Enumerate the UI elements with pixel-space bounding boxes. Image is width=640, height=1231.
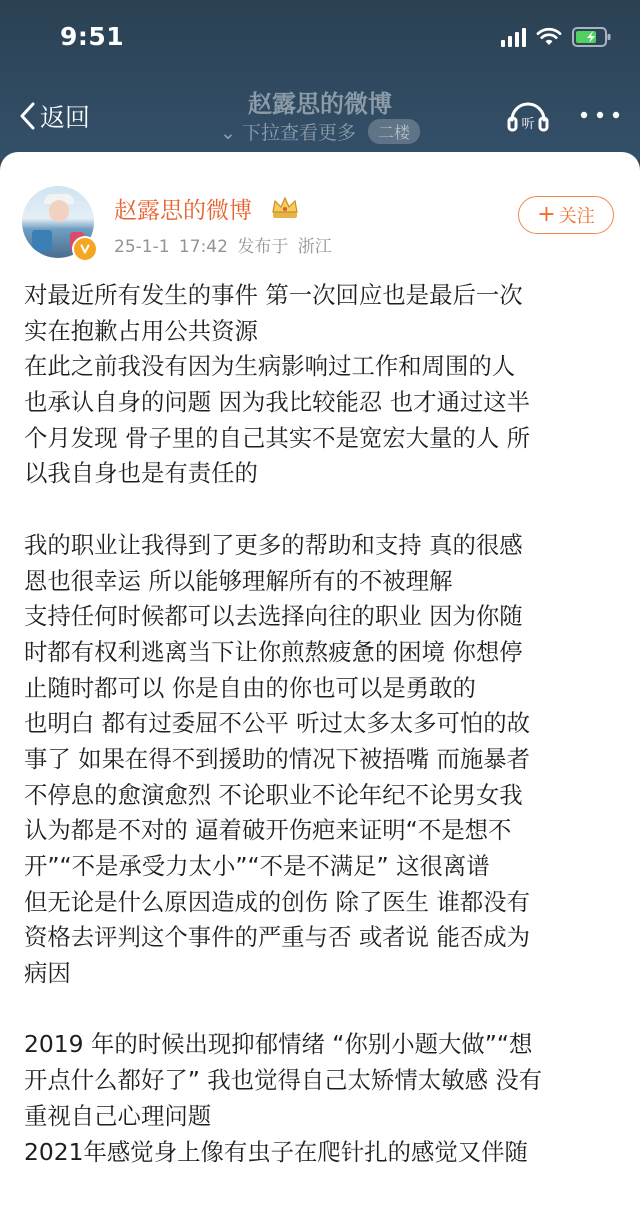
post-text-line: 认为都是不对的 逼着破开伤疤来证明“不是想不 <box>24 816 512 845</box>
status-icons <box>501 27 612 47</box>
post-text-line: 但无论是什么原因造成的创伤 除了医生 谁都没有 <box>24 887 531 916</box>
post-text-line: 事了 如果在得不到援助的情况下被捂嘴 而施暴者 <box>24 744 531 773</box>
page-title: 赵露思的微博 <box>248 90 392 118</box>
more-icon <box>578 104 622 126</box>
listen-button[interactable] <box>506 96 550 136</box>
post-text-line: 开”“不是承受力太小”“不是不满足” 这很离谱 <box>24 852 490 880</box>
post-text-line: 支持任何时候都可以去选择向往的职业 因为你随 <box>24 602 523 631</box>
post-text-line: 不停息的愈演愈烈 不论职业不论年纪不论男女我 <box>24 780 523 809</box>
post-body <box>24 278 620 1170</box>
post-text-line: 2021年感觉身上像有虫子在爬针扎的感觉又伴随 <box>24 1137 528 1166</box>
post-text-line: 止随时都可以 你是自由的你也可以是勇敢的 <box>24 673 476 702</box>
signal-icon <box>501 27 526 47</box>
chevron-down-icon: ⌄ <box>219 122 236 144</box>
post-text-line: 在此之前我没有因为生病影响过工作和周围的人 <box>24 352 516 381</box>
post-text-line: 资格去评判这个事件的严重与否 或者说 能否成为 <box>24 923 531 952</box>
post-location: 发布于 浙江 <box>237 237 332 257</box>
crown-icon <box>270 196 300 224</box>
top-bar <box>0 0 640 160</box>
author-name[interactable]: 赵露思的微博 <box>114 198 252 224</box>
post-text-line: 开点什么都好了” 我也觉得自己太矫情太敏感 没有 <box>24 1066 543 1095</box>
status-time: 9:51 <box>60 22 125 51</box>
post-card <box>0 152 640 1231</box>
listen-icon <box>506 96 550 136</box>
listen-label: 听 <box>521 117 535 132</box>
plus-icon: + <box>537 202 556 227</box>
post-text-line: 也明白 都有过委屈不公平 听过太多太多可怕的故 <box>24 709 531 738</box>
follow-label: 关注 <box>558 206 595 227</box>
post-text-line <box>24 492 620 528</box>
back-label: 返回 <box>40 103 91 132</box>
floor-badge: 二楼 <box>368 119 420 144</box>
post-text-line: 我的职业让我得到了更多的帮助和支持 真的很感 <box>24 530 523 559</box>
post-text-line: 实在抱歉占用公共资源 <box>24 316 258 345</box>
post-meta <box>114 232 332 257</box>
post-text-line: 病因 <box>24 959 71 988</box>
post-text-line: 重视自己心理问题 <box>24 1101 212 1130</box>
battery-icon <box>572 27 612 47</box>
verified-icon <box>72 236 98 262</box>
post-text-line: 对最近所有发生的事件 第一次回应也是最后一次 <box>24 281 523 309</box>
post-text-line: 2019 年的时候出现抑郁情绪 “你别小题大做”“想 <box>24 1030 533 1059</box>
wifi-icon <box>536 27 562 47</box>
post-text-line: 时都有权利逃离当下让你煎熬疲惫的困境 你想停 <box>24 637 523 666</box>
pull-down-label: 下拉查看更多 <box>241 122 356 144</box>
more-button[interactable] <box>578 104 622 126</box>
post-date: 25-1-1 17:42 <box>114 237 228 257</box>
post-text-line: 也承认自身的问题 因为我比较能忍 也才通过这半 <box>24 388 531 417</box>
post-text-line: 恩也很幸运 所以能够理解所有的不被理解 <box>24 566 453 595</box>
post-text-line <box>24 992 620 1028</box>
post-text-line: 以我自身也是有责任的 <box>24 459 258 488</box>
post-text-line: 个月发现 骨子里的自己其实不是宽宏大量的人 所 <box>24 423 531 452</box>
follow-button[interactable] <box>518 196 614 234</box>
